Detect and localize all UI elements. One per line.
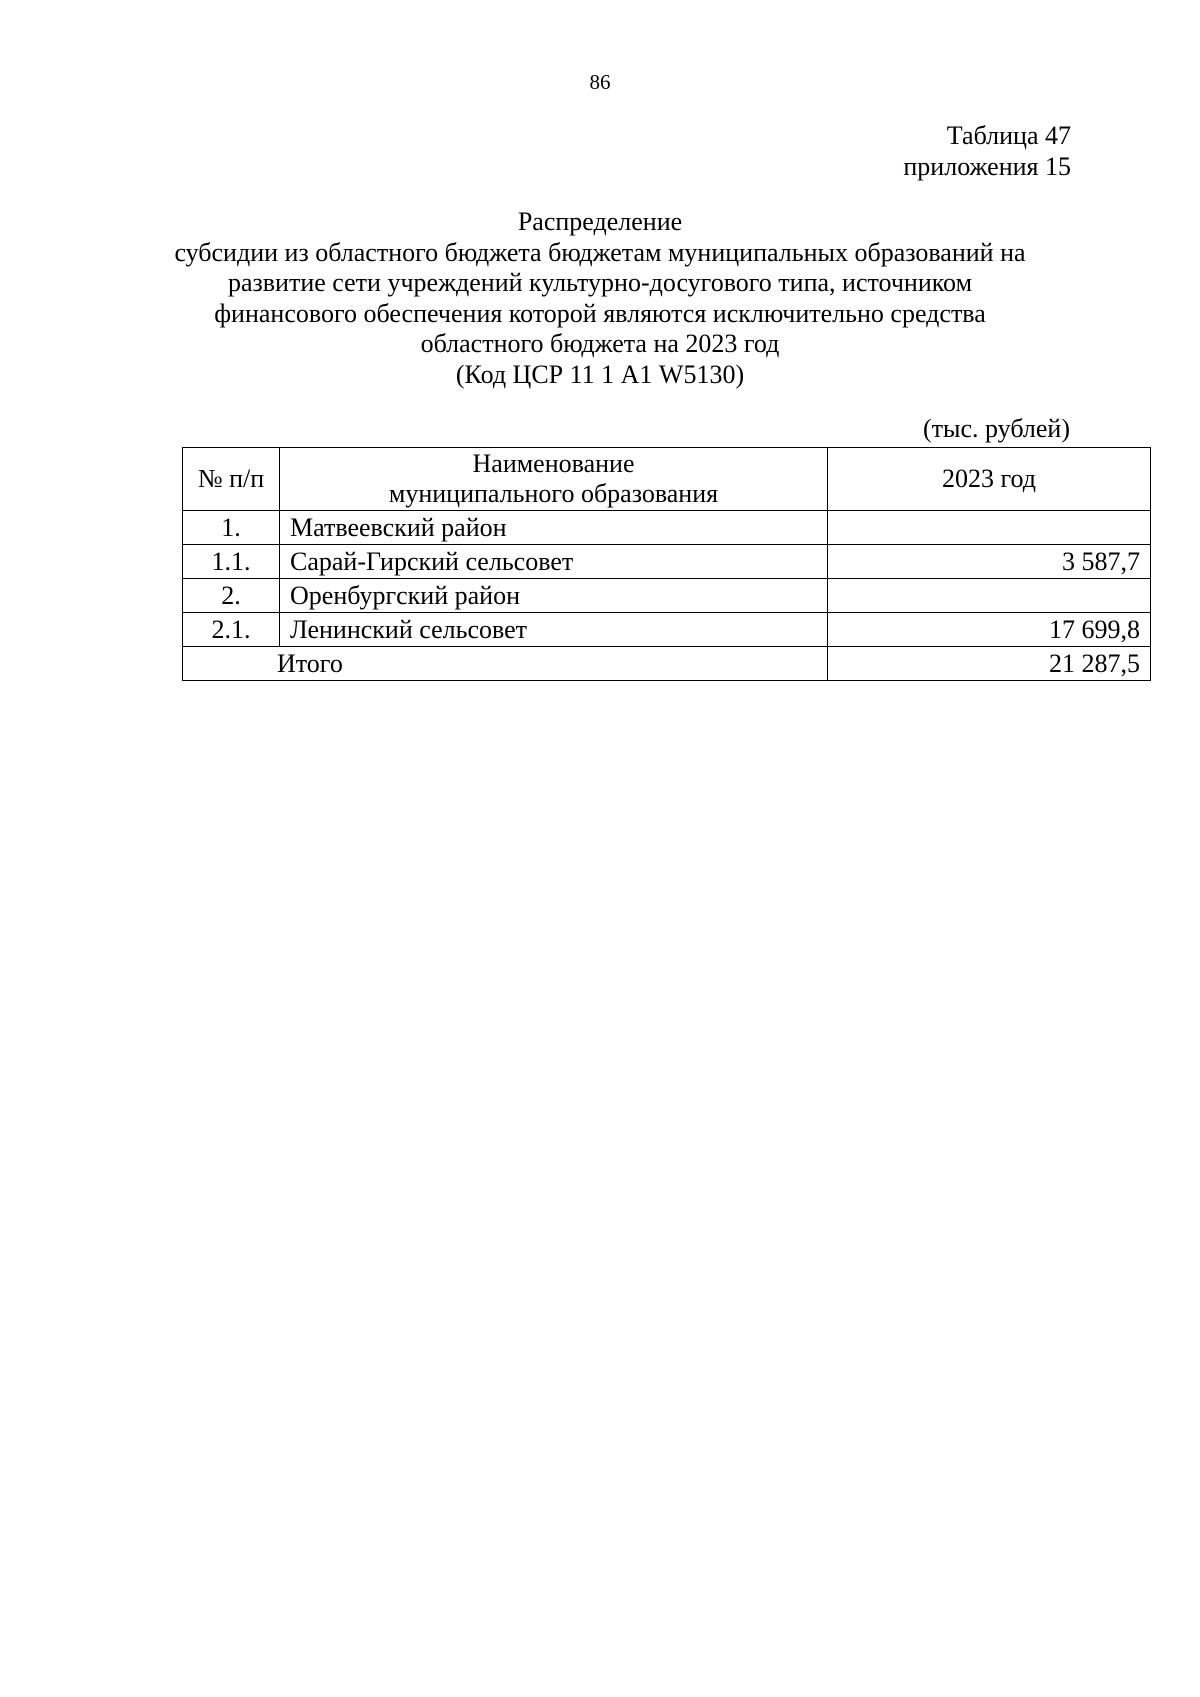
title-line-5: областного бюджета на 2023 год xyxy=(420,329,780,358)
table-row xyxy=(183,545,1151,579)
row-name: Матвеевский район xyxy=(280,511,828,545)
total-row xyxy=(183,647,1151,681)
table-reference xyxy=(903,120,1071,182)
title-line-6: (Код ЦСР 11 1 А1 W5130) xyxy=(455,359,745,389)
total-label: Итого xyxy=(183,647,828,681)
units-label: (тыс. рублей) xyxy=(922,414,1070,443)
table-header-row xyxy=(183,448,1151,511)
total-value: 21 287,5 xyxy=(828,647,1151,681)
row-value xyxy=(828,579,1151,613)
table-ref-line-2: приложения 15 xyxy=(903,152,1071,181)
document-title xyxy=(150,207,1050,390)
title-line-2: субсидии из областного бюджета бюджетам муниципальных образований на xyxy=(174,237,1026,267)
row-name: Ленинский сельсовет xyxy=(280,613,828,647)
table-row xyxy=(183,579,1151,613)
header-num: № п/п xyxy=(183,448,280,511)
header-name xyxy=(280,448,828,511)
row-num: 1. xyxy=(183,511,280,545)
title-line-4: финансового обеспечения которой являются исключительно средства xyxy=(214,298,986,328)
row-num: 2. xyxy=(183,579,280,613)
row-value xyxy=(828,511,1151,545)
header-name-line-1: Наименование xyxy=(472,449,635,478)
header-name-line-2: муниципального образования xyxy=(388,479,719,508)
page-number: 86 xyxy=(589,70,611,94)
row-num: 1.1. xyxy=(183,545,280,579)
row-value: 17 699,8 xyxy=(828,613,1151,647)
header-year: 2023 год xyxy=(828,448,1151,511)
title-line-3: развитие сети учреждений культурно-досугового типа, источником xyxy=(227,268,973,297)
subsidy-table xyxy=(182,447,1151,681)
table-ref-line-1: Таблица 47 xyxy=(946,121,1071,150)
table-row xyxy=(183,613,1151,647)
table-row xyxy=(183,511,1151,545)
title-line-1: Распределение xyxy=(517,207,683,236)
row-num: 2.1. xyxy=(183,613,280,647)
row-value: 3 587,7 xyxy=(828,545,1151,579)
row-name: Оренбургский район xyxy=(280,579,828,613)
row-name: Сарай-Гирский сельсовет xyxy=(280,545,828,579)
